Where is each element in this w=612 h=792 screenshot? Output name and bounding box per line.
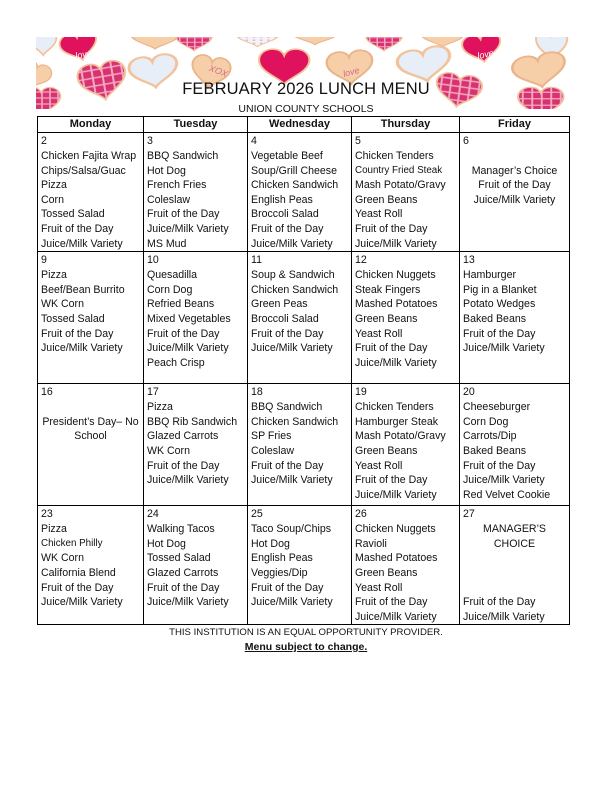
day-number: 16 <box>41 386 53 399</box>
menu-item: Mash Potato/Gravy <box>355 430 446 443</box>
menu-item: Soup & Sandwich <box>251 269 335 282</box>
menu-item: Fruit of the Day <box>463 459 536 472</box>
day-cell <box>248 384 352 506</box>
menu-item: Tossed Salad <box>41 312 105 325</box>
menu-item: Green Beans <box>355 566 418 579</box>
menu-item: Pizza <box>147 401 173 414</box>
column-header-friday: Friday <box>460 117 570 133</box>
menu-item: Juice/Milk Variety <box>463 610 545 623</box>
menu-item: Vegetable Beef <box>251 150 323 162</box>
menu-item: Mash Potato/Gravy <box>355 179 446 192</box>
menu-item: California Blend <box>41 566 116 579</box>
week-row <box>38 252 570 384</box>
menu-item: Chicken Sandwich <box>251 415 339 428</box>
menu-item: Coleslaw <box>147 193 190 206</box>
page-subtitle: UNION COUNTY SCHOOLS <box>238 103 374 115</box>
day-cell <box>38 384 144 506</box>
menu-item: Chicken Sandwich <box>251 179 339 192</box>
menu-item: Walking Tacos <box>147 523 215 536</box>
menu-item: Pig in a Blanket <box>463 283 537 296</box>
menu-item: Fruit of the Day <box>355 596 428 609</box>
day-number: 4 <box>251 135 257 147</box>
svg-text:love: love <box>341 64 361 79</box>
day-number: 9 <box>41 254 47 267</box>
menu-item: Juice/Milk Variety <box>41 596 123 609</box>
day-number: 3 <box>147 135 153 147</box>
lunch-menu-table <box>37 116 570 625</box>
menu-item: Fruit of the Day <box>147 459 220 472</box>
menu-item: Ravioli <box>355 537 387 550</box>
menu-item: Broccoli Salad <box>251 208 319 221</box>
menu-item: Juice/Milk Variety <box>355 488 437 501</box>
menu-item: Juice/Milk Variety <box>147 342 229 355</box>
menu-item: BBQ Sandwich <box>251 401 323 414</box>
menu-item: Broccoli Salad <box>251 312 319 325</box>
menu-item: Hot Dog <box>251 537 290 550</box>
menu-item: English Peas <box>251 193 313 206</box>
week-row <box>38 384 570 506</box>
menu-item: Juice/Milk Variety <box>147 222 229 235</box>
day-cell <box>144 133 248 252</box>
menu-item: Refried Beans <box>147 298 215 311</box>
menu-item: Hamburger Steak <box>355 415 439 428</box>
day-number: 2 <box>41 135 47 147</box>
menu-item: Yeast Roll <box>355 581 403 594</box>
day-cell <box>38 133 144 252</box>
day-cell <box>248 133 352 252</box>
day-number: 23 <box>41 508 53 521</box>
menu-item: Coleslaw <box>251 444 294 457</box>
day-cell <box>352 133 460 252</box>
menu-item: WK Corn <box>41 552 84 565</box>
menu-item: Juice/Milk Variety <box>355 610 437 623</box>
menu-item: Tossed Salad <box>41 208 105 221</box>
menu-item: Cheeseburger <box>463 401 531 414</box>
menu-item: Fruit of the Day <box>147 208 220 221</box>
weekday-header-row <box>38 117 570 133</box>
day-number: 5 <box>355 135 361 147</box>
menu-item: Yeast Roll <box>355 459 403 472</box>
menu-item: Fruit of the Day <box>355 222 428 235</box>
day-number: 10 <box>147 254 159 267</box>
column-header-thursday: Thursday <box>352 117 460 133</box>
menu-item: Baked Beans <box>463 444 527 457</box>
column-header-tuesday: Tuesday <box>144 117 248 133</box>
day-number: 25 <box>251 508 263 521</box>
day-cell <box>248 506 352 625</box>
menu-item: Juice/Milk Variety <box>463 342 545 355</box>
column-header-wednesday: Wednesday <box>248 117 352 133</box>
day-number: 19 <box>355 386 367 399</box>
menu-item: WK Corn <box>41 298 84 311</box>
menu-item: Hot Dog <box>147 537 186 550</box>
menu-item: Fruit of the Day <box>41 327 114 340</box>
menu-item: Hot Dog <box>147 164 186 177</box>
menu-item: Taco Soup/Chips <box>251 523 332 536</box>
menu-item: Chicken Sandwich <box>251 283 339 296</box>
menu-item: Juice/Milk Variety <box>147 474 229 487</box>
menu-item: Chicken Nuggets <box>355 523 436 536</box>
menu-item: Chicken Tenders <box>355 401 434 414</box>
menu-item: MS Mud <box>147 237 187 250</box>
menu-item: Pizza <box>41 179 67 192</box>
menu-item: Corn Dog <box>463 415 509 428</box>
day-cell <box>460 133 570 252</box>
menu-item: Chicken Tenders <box>355 150 434 162</box>
no-school-note: President’s Day– No School <box>42 415 139 443</box>
day-number: 6 <box>463 135 469 147</box>
menu-item: Tossed Salad <box>147 552 211 565</box>
menu-item: Juice/Milk Variety <box>473 193 556 206</box>
menu-item: Corn <box>41 193 64 206</box>
menu-item: Glazed Carrots <box>147 430 219 443</box>
managers-choice-heading: MANAGER’S <box>483 523 546 536</box>
menu-item: Chips/Salsa/Guac <box>41 164 126 177</box>
menu-item: Yeast Roll <box>355 208 403 221</box>
day-cell <box>144 384 248 506</box>
menu-item: Green Beans <box>355 444 418 457</box>
menu-item: Red Velvet Cookie <box>463 488 551 501</box>
menu-item: Quesadilla <box>147 269 198 282</box>
day-cell <box>144 506 248 625</box>
menu-item: Juice/Milk Variety <box>251 596 333 609</box>
menu-item: Green Beans <box>355 312 418 325</box>
menu-item: Fruit of the Day <box>355 474 428 487</box>
menu-item: Fruit of the Day <box>355 342 428 355</box>
menu-item: BBQ Sandwich <box>147 150 219 162</box>
menu-item: Fruit of the Day <box>463 327 536 340</box>
menu-item: Steak Fingers <box>355 283 421 296</box>
menu-item: Fruit of the Day <box>41 581 114 594</box>
menu-item: Carrots/Dip <box>463 430 517 443</box>
menu-item: Fruit of the Day <box>251 327 324 340</box>
managers-choice-heading: CHOICE <box>493 537 536 550</box>
day-cell <box>460 506 570 625</box>
menu-item: Baked Beans <box>463 312 527 325</box>
day-cell <box>248 252 352 384</box>
day-number: 24 <box>147 508 159 521</box>
menu-item: SP Fries <box>251 430 292 443</box>
menu-item: BBQ Rib Sandwich <box>147 415 238 428</box>
week-row <box>38 506 570 625</box>
week-row <box>38 133 570 252</box>
svg-text:XOX: XOX <box>208 62 230 79</box>
menu-item: Manager’s Choice <box>471 164 558 177</box>
menu-item: Mashed Potatoes <box>355 552 438 565</box>
love-text-icon: love <box>74 47 93 61</box>
day-number: 20 <box>463 386 475 399</box>
menu-item: Pizza <box>41 523 67 536</box>
menu-item: Juice/Milk Variety <box>147 596 229 609</box>
day-cell <box>144 252 248 384</box>
day-cell <box>352 506 460 625</box>
menu-item: French Fries <box>147 179 207 192</box>
menu-item: Veggies/Dip <box>251 566 308 579</box>
day-cell <box>38 252 144 384</box>
day-cell <box>352 252 460 384</box>
menu-item: Fruit of the Day <box>478 179 551 192</box>
day-number: 27 <box>463 508 475 521</box>
menu-item: Green Peas <box>251 298 308 311</box>
day-number: 13 <box>463 254 475 267</box>
menu-item: Hamburger <box>463 269 516 282</box>
menu-item: Juice/Milk Variety <box>41 342 123 355</box>
menu-item: Juice/Milk Variety <box>251 237 333 250</box>
day-cell <box>460 384 570 506</box>
menu-item: Juice/Milk Variety <box>41 237 123 250</box>
day-number: 26 <box>355 508 367 521</box>
menu-item: Peach Crisp <box>147 356 205 369</box>
menu-item: Glazed Carrots <box>147 566 219 579</box>
day-cell <box>460 252 570 384</box>
menu-item: Fruit of the Day <box>251 581 324 594</box>
menu-item: Mixed Vegetables <box>147 312 231 325</box>
menu-item: Potato Wedges <box>463 298 536 311</box>
day-number: 11 <box>251 254 262 267</box>
day-number: 17 <box>147 386 159 399</box>
menu-item: Fruit of the Day <box>147 327 220 340</box>
menu-item: Chicken Nuggets <box>355 269 436 282</box>
menu-item: Green Beans <box>355 193 418 206</box>
menu-item: Corn Dog <box>147 283 193 296</box>
day-cell <box>38 506 144 625</box>
menu-item: English Peas <box>251 552 313 565</box>
column-header-monday: Monday <box>38 117 144 133</box>
day-cell <box>352 384 460 506</box>
menu-change-disclaimer: Menu subject to change. <box>244 641 368 653</box>
menu-item: Chicken Philly <box>41 537 103 549</box>
menu-item: Fruit of the Day <box>147 581 220 594</box>
menu-item: WK Corn <box>147 444 190 457</box>
page-title: FEBRUARY 2026 LUNCH MENU <box>182 80 430 98</box>
menu-item: Juice/Milk Variety <box>251 342 333 355</box>
svg-text:love: love <box>476 47 495 61</box>
menu-item: Soup/Grill Cheese <box>251 164 337 177</box>
day-number: 18 <box>251 386 263 399</box>
menu-item: Beef/Bean Burrito <box>41 283 125 296</box>
menu-item: Fruit of the Day <box>41 222 114 235</box>
menu-item: Juice/Milk Variety <box>463 474 545 487</box>
equal-opportunity-statement: THIS INSTITUTION IS AN EQUAL OPPORTUNITY PROVIDER. <box>169 627 443 638</box>
menu-item: Fruit of the Day <box>463 596 536 609</box>
menu-item: Juice/Milk Variety <box>251 474 333 487</box>
menu-item: Chicken Fajita Wrap <box>41 150 137 162</box>
menu-item: Juice/Milk Variety <box>355 356 437 369</box>
menu-item: Fruit of the Day <box>251 459 324 472</box>
menu-item: Pizza <box>41 269 67 282</box>
menu-item: Fruit of the Day <box>251 222 324 235</box>
menu-item: Yeast Roll <box>355 327 403 340</box>
menu-item: Country Fried Steak <box>355 164 443 176</box>
day-number: 12 <box>355 254 367 267</box>
menu-item: Juice/Milk Variety <box>355 237 437 250</box>
menu-item: Mashed Potatoes <box>355 298 438 311</box>
